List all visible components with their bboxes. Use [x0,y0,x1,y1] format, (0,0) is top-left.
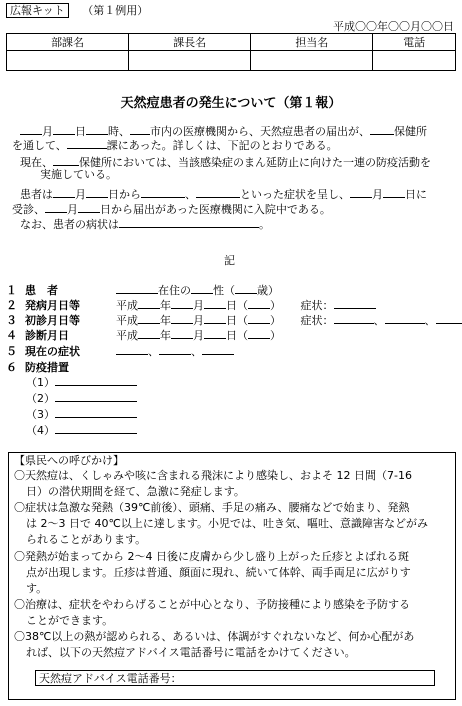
measure-3: （3） [26,406,137,422]
notice-line: 点が出現します。丘疹は普通、顔面に現れ、続いて体幹、両手両足に広がりす [26,566,411,579]
signoff-table [6,33,456,71]
notice-line: れば、以下の天然痘アドバイス電話番号に電話をかけてください。 [26,646,356,659]
notice-line: ことができます。 [26,614,114,627]
patient-fields: 在住の 性（ 歳） [116,282,279,298]
document-date: 平成〇〇年〇〇月〇〇日 [333,20,454,33]
body-line-1: 月 日 時、 市内の医療機関から、天然痘患者の届出が、 保健所 [20,123,427,139]
measure-1: （1） [26,374,137,390]
cell-person[interactable] [251,51,373,71]
notice-line: す。 [26,582,48,595]
diagnosis-fields: 平成 年 月 日（ ） [116,329,281,342]
col-dept: 部課名 [7,34,129,51]
item-1: １ 患 者 [6,284,58,297]
col-person: 担当名 [251,34,373,51]
kit-tag: 広報キット （第１例用） [6,2,148,18]
cell-dept[interactable] [7,51,129,71]
notice-line: 〇治療は、症状をやわらげることが中心となり、予防接種により感染を予防する [14,598,410,611]
body-line-4: 実施している。 [40,168,117,181]
measure-2: （2） [26,390,137,406]
item-3: ３ 初診月日等 [6,314,80,327]
item-5: ５ 現在の症状 [6,345,80,358]
cell-phone[interactable] [373,51,456,71]
item-6: ６ 防疫措置 [6,361,69,374]
body-line-7: なお、患者の病状は 。 [20,218,270,231]
item-2: ２ 発病月日等 [6,299,80,312]
notice-line: 〇発熱が始まってから 2〜4 日後に皮膚から少し盛り上がった丘疹とよばれる斑 [14,550,409,563]
notice-line: 〇症状は急激な発熱（39℃前後）、頭痛、手足の痛み、腰痛などで始まり、発熱 [14,501,410,514]
cell-chief[interactable] [129,51,251,71]
body-line-5: 患者は 月 日から 、 といった症状を呈し、 月 日に [20,188,427,201]
body-line-3: 現在、 保健所においては、当該感染症のまん延防止に向けた一連の防疫活動を [20,156,431,169]
body-line-6: 受診、 月 日から届出があった医療機関に入院中である。 [12,203,331,216]
notice-line: られることがあります。 [26,533,147,546]
example-label: （第１例用） [82,4,149,17]
col-phone: 電話 [373,34,456,51]
item-4: ４ 診断月日 [6,329,69,342]
notice-line: 〇天然痘は、くしゃみや咳に含まれる飛沫により感染し、およそ 12 日間（7-16 [14,469,412,482]
col-chief: 課長名 [129,34,251,51]
onset-fields: 平成 年 月 日（ ） 症状： [116,297,376,313]
notice-heading: 【県民への呼びかけ】 [14,454,124,467]
advice-phone-box[interactable] [35,670,435,686]
notice-line: 日）の潜伏期間を経て、急激に発症します。 [26,485,245,498]
notice-line: は 2〜3 日で 40℃以上に達します。小児では、吐き気、嘔吐、意識障害などがみ [26,517,428,530]
body-line-2: を通して、 課にあった。詳しくは、下記のとおりである。 [12,139,338,152]
firstvisit-fields: 平成 年 月 日（ ） 症状： 、 、 [116,312,462,328]
current-symptom-fields: 、 、 [116,343,234,359]
ki-label: 記 [224,254,235,267]
notice-line: 〇38℃以上の熱が認められる、あるいは、体調がすぐれないなど、何か心配があ [14,630,415,643]
page-title: 天然痘患者の発生について（第１報） [120,96,342,111]
advice-phone-label: 天然痘アドバイス電話番号： [39,672,182,685]
measure-4: （4） [26,422,137,438]
